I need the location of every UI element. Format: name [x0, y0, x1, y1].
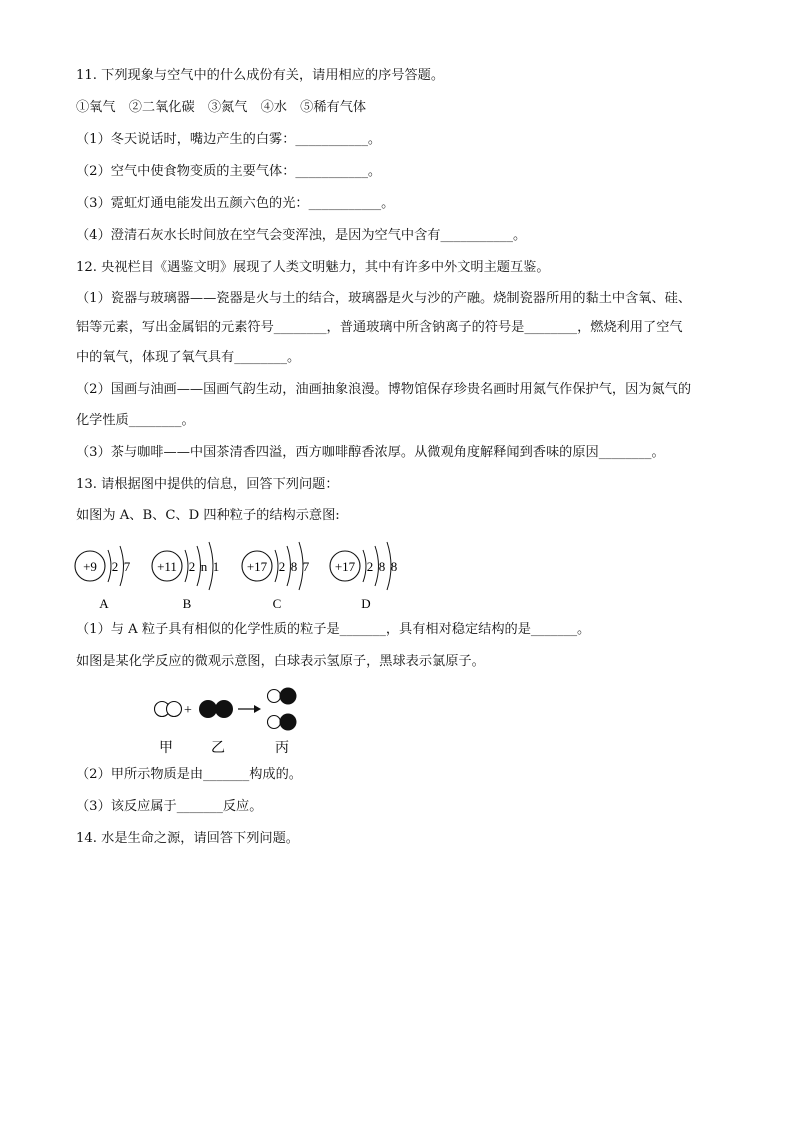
electron-shell	[108, 550, 111, 582]
q12-part1-line2: 铝等元素，写出金属铝的元素符号________，普通玻璃中所含钠离子的符号是________，燃烧利用了空气	[76, 320, 683, 335]
shell-electrons: 1	[212, 559, 220, 574]
shell-electrons: 2	[366, 559, 374, 574]
q11-part-2: （2）空气中使食物变质的主要气体：___________。	[76, 164, 382, 179]
particle-a	[75, 546, 131, 611]
q11-part-1: （1）冬天说话时，嘴边产生的白雾：___________。	[76, 132, 382, 147]
hydrogen-atom	[268, 716, 281, 729]
q11-options: ①氧气 ②二氧化碳 ③氮气 ④水 ⑤稀有气体	[76, 100, 367, 115]
shell-electrons: 8	[378, 559, 386, 574]
shell-electrons: 2	[188, 559, 196, 574]
label-yi: 乙	[211, 741, 225, 756]
q13-part2: （2）甲所示物质是由_______构成的。	[76, 767, 302, 782]
particle-structure-diagram	[70, 536, 430, 616]
shell-electrons: 7	[302, 559, 310, 574]
shell-electrons: 2	[111, 559, 119, 574]
q11-part-4: （4）澄清石灰水长时间放在空气会变浑浊，是因为空气中含有___________。	[76, 228, 527, 243]
q14-stem: 14. 水是生命之源，请回答下列问题。	[76, 831, 299, 846]
reaction-micro-diagram	[70, 682, 430, 762]
nucleus-charge: +17	[334, 559, 356, 574]
shell-electrons: 8	[290, 559, 298, 574]
q11-part-3: （3）霓虹灯通电能发出五颜六色的光：___________。	[76, 196, 395, 211]
q13-part1: （1）与 A 粒子具有相似的化学性质的粒子是_______，具有相对稳定结构的是_______。	[76, 622, 591, 637]
shell-electrons: 8	[390, 559, 398, 574]
q13-intro1: 如图为 A、B、C、D 四种粒子的结构示意图:	[76, 508, 340, 523]
nucleus-charge: +11	[157, 559, 177, 574]
molecule-bing-1	[268, 688, 297, 705]
particle-label: C	[272, 596, 282, 611]
nucleus-charge: +9	[83, 559, 97, 574]
particle-b	[152, 542, 219, 611]
chlorine-atom	[215, 700, 233, 718]
hydrogen-atom	[167, 702, 182, 717]
particle-label: D	[361, 596, 371, 611]
q12-part2-line1: （2）国画与油画——国画气韵生动，油画抽象浪漫。博物馆保存珍贵名画时用氮气作保护气，因为氮气的	[76, 382, 692, 397]
q12-stem: 12. 央视栏目《遇鉴文明》展现了人类文明魅力，其中有许多中外文明主题互鉴。	[76, 260, 550, 275]
chlorine-atom	[280, 688, 297, 705]
q12-part3: （3）茶与咖啡——中国茶清香四溢，西方咖啡醇香浓厚。从微观角度解释闻到香味的原因________。	[76, 445, 665, 460]
plus-sign: +	[184, 703, 192, 718]
molecule-bing-2	[268, 714, 297, 731]
chlorine-atom	[280, 714, 297, 731]
particle-label: A	[99, 596, 109, 611]
q12-part1-line3: 中的氧气，体现了氧气具有________。	[76, 350, 301, 365]
electron-shell	[275, 550, 278, 582]
shell-electrons: 2	[278, 559, 286, 574]
shell-electrons: 7	[123, 559, 131, 574]
molecule-jia	[155, 702, 182, 717]
particle-label: B	[182, 596, 192, 611]
shell-electrons: n	[200, 559, 208, 574]
label-jia: 甲	[159, 741, 173, 756]
nucleus-charge: +17	[246, 559, 268, 574]
molecule-yi	[199, 700, 233, 718]
q13-stem: 13. 请根据图中提供的信息，回答下列问题：	[76, 477, 339, 492]
q12-part1-line1: （1）瓷器与玻璃器——瓷器是火与土的结合，玻璃器是火与沙的产融。烧制瓷器所用的黏土中含氧、硅、	[76, 291, 692, 306]
particle-d	[330, 542, 397, 611]
q13-intro2: 如图是某化学反应的微观示意图，白球表示氢原子，黑球表示氯原子。	[76, 654, 485, 669]
q11-stem: 11. 下列现象与空气中的什么成份有关，请用相应的序号答题。	[76, 68, 445, 83]
q12-part2-line2: 化学性质________。	[76, 413, 195, 428]
particle-c	[242, 542, 310, 611]
q13-part3: （3）该反应属于_______反应。	[76, 799, 263, 814]
chlorine-atom	[199, 700, 217, 718]
label-bing: 丙	[275, 741, 289, 756]
electron-shell	[185, 550, 188, 582]
electron-shell	[363, 550, 366, 582]
reaction-arrow	[238, 705, 261, 713]
hydrogen-atom	[268, 690, 281, 703]
